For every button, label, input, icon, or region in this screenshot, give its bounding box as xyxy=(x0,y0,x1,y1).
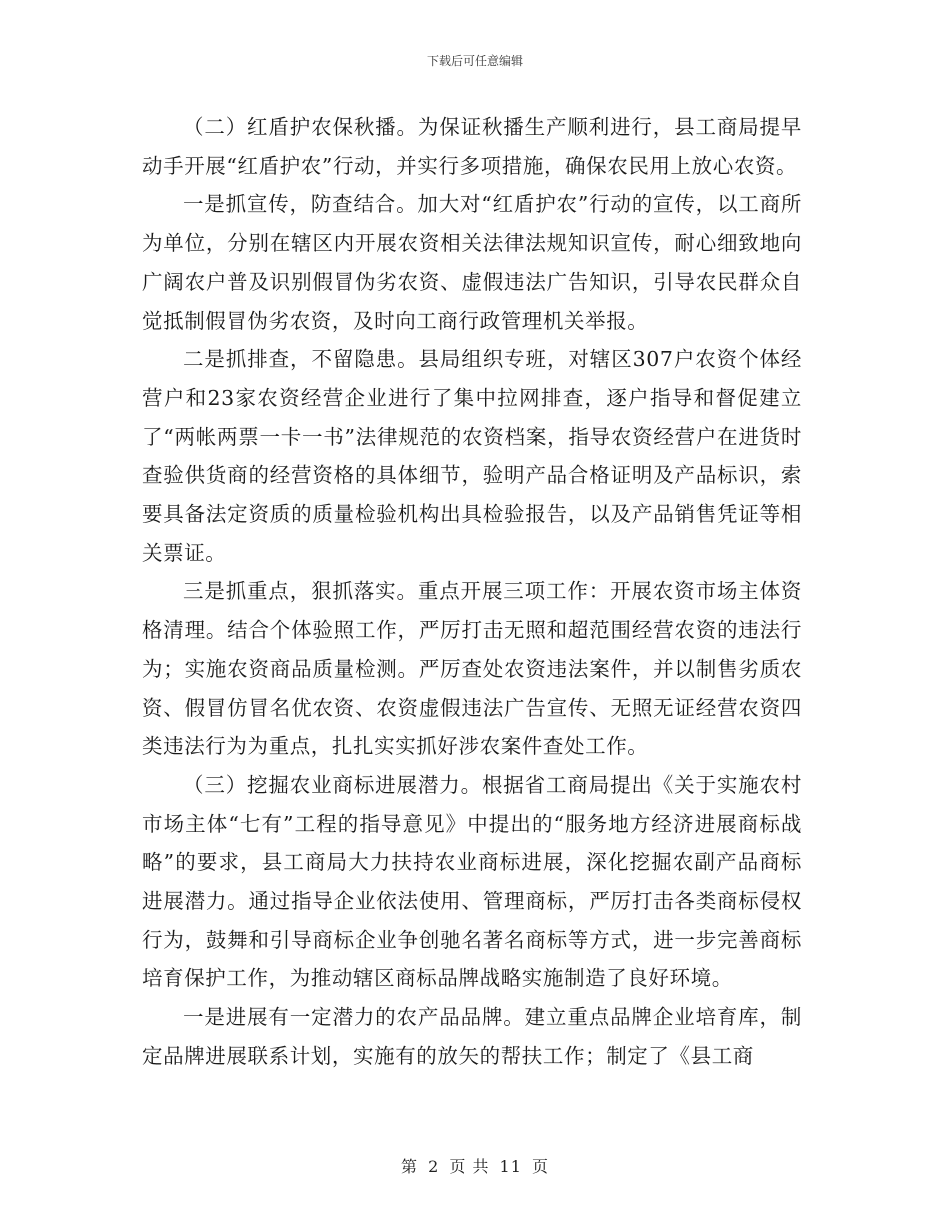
paragraph-6: 一是进展有一定潜力的农产品品牌。建立重点品牌企业培育库，制定品牌进展联系计划，实施有的放矢的帮扶工作；制定了《县工商 xyxy=(142,1005,802,1068)
page-header: 下载后可任意编辑 xyxy=(426,54,523,68)
paragraph-5: （三）挖掘农业商标进展潜力。根据省工商局提出《关于实施农村市场主体“七有”工程的指导意见》中提出的“服务地方经济进展商标战略”的要求，县工商局大力扶持农业商标进展，深化挖掘农副产品商标进展潜力。通过指导企业依法使用、管理商标，严厉打击各类商标侵权行为，鼓舞和引导商标企业争创驰名著名商标等方式，进一步完善商标培育保护工作，为推动辖区商标品牌战略实施制造了良好环境。 xyxy=(142,772,802,991)
paragraph-2: 一是抓宣传，防查结合。加大对“红盾护农”行动的宣传，以工商所为单位，分别在辖区内开展农资相关法律法规知识宣传，耐心细致地向广阔农户普及识别假冒伪劣农资、虚假违法广告知识，引导农民群众自觉抵制假冒伪劣农资，及时向工商行政管理机关举报。 xyxy=(142,192,802,333)
paragraph-1: （二）红盾护农保秋播。为保证秋播生产顺利进行，县工商局提早动手开展“红盾护农”行动，并实行多项措施，确保农民用上放心农资。 xyxy=(142,115,802,178)
footer-suffix: 页 xyxy=(532,1157,550,1176)
footer-middle: 页 共 xyxy=(449,1157,490,1176)
footer-total-pages: 11 xyxy=(499,1157,522,1176)
page-footer xyxy=(0,1154,950,1177)
paragraph-3: 二是抓排查，不留隐患。县局组织专班，对辖区307户农资个体经营户和23家农资经营企业进行了集中拉网排查，逐户指导和督促建立了“两帐两票一卡一书”法律规范的农资档案，指导农资经营户在进货时查验供货商的经营资格的具体细节，验明产品合格证明及产品标识，索要具备法定资质的质量检验机构出具检验报告，以及产品销售凭证等相关票证。 xyxy=(142,347,802,565)
paragraph-4: 三是抓重点，狠抓落实。重点开展三项工作：开展农资市场主体资格清理。结合个体验照工作，严厉打击无照和超范围经营农资的违法行为；实施农资商品质量检测。严厉查处农资违法案件，并以制售劣质农资、假冒仿冒名优农资、农资虚假违法广告宣传、无照无证经营农资四类违法行为为重点，扎扎实实抓好涉农案件查处工作。 xyxy=(142,579,802,759)
footer-prefix: 第 xyxy=(400,1157,418,1176)
footer-page-number: 2 xyxy=(428,1157,440,1176)
document-body xyxy=(142,108,802,1076)
